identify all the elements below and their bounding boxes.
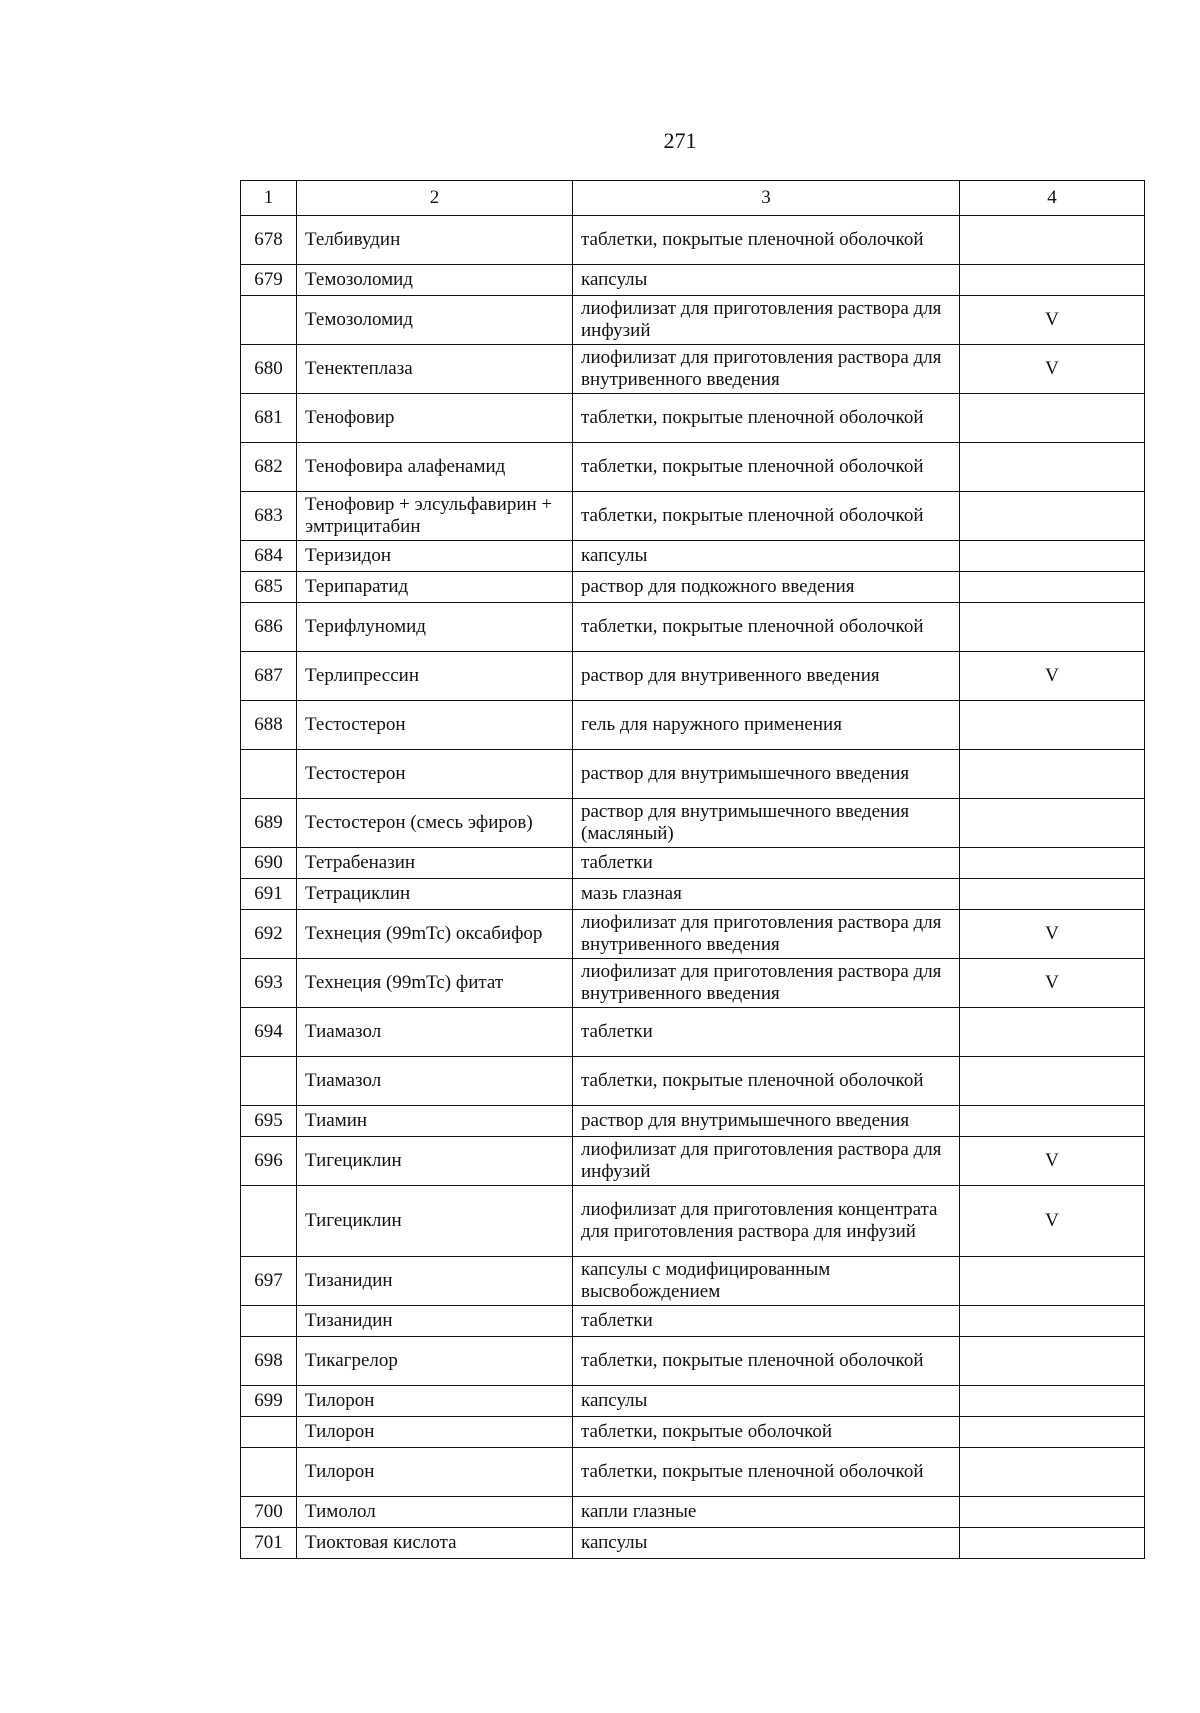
row-number: 684 xyxy=(241,541,297,572)
table-row xyxy=(241,1528,1145,1559)
row-number: 683 xyxy=(241,492,297,541)
table-row xyxy=(241,1257,1145,1306)
row-number: 685 xyxy=(241,572,297,603)
row-number: 696 xyxy=(241,1137,297,1186)
mark-cell xyxy=(960,1106,1145,1137)
table-row xyxy=(241,1448,1145,1497)
dosage-form: капсулы xyxy=(573,265,960,296)
mark-cell xyxy=(960,1497,1145,1528)
drug-name: Тиамазол xyxy=(297,1008,573,1057)
table-header-row xyxy=(241,181,1145,216)
table-row xyxy=(241,1106,1145,1137)
table-row xyxy=(241,1008,1145,1057)
drug-name: Темозоломид xyxy=(297,265,573,296)
table-row xyxy=(241,345,1145,394)
mark-cell xyxy=(960,265,1145,296)
dosage-form: таблетки, покрытые пленочной оболочкой xyxy=(573,443,960,492)
drug-name: Тилорон xyxy=(297,1448,573,1497)
mark-cell: V xyxy=(960,959,1145,1008)
row-number: 693 xyxy=(241,959,297,1008)
table-row xyxy=(241,541,1145,572)
row-number: 700 xyxy=(241,1497,297,1528)
row-number: 687 xyxy=(241,652,297,701)
mark-cell xyxy=(960,443,1145,492)
mark-cell: V xyxy=(960,910,1145,959)
mark-cell xyxy=(960,1528,1145,1559)
mark-cell xyxy=(960,492,1145,541)
mark-cell xyxy=(960,541,1145,572)
dosage-form: таблетки, покрытые пленочной оболочкой xyxy=(573,1337,960,1386)
drug-name: Тенофовира алафенамид xyxy=(297,443,573,492)
table-body xyxy=(241,216,1145,1559)
table-row xyxy=(241,848,1145,879)
drug-name: Терлипрессин xyxy=(297,652,573,701)
table-row xyxy=(241,1386,1145,1417)
drug-name: Тиоктовая кислота xyxy=(297,1528,573,1559)
mark-cell xyxy=(960,799,1145,848)
mark-cell: V xyxy=(960,1186,1145,1257)
row-number: 698 xyxy=(241,1337,297,1386)
table-row xyxy=(241,1306,1145,1337)
drug-name: Темозоломид xyxy=(297,296,573,345)
table-row xyxy=(241,572,1145,603)
dosage-form: таблетки, покрытые пленочной оболочкой xyxy=(573,1057,960,1106)
drug-name: Тестостерон xyxy=(297,701,573,750)
row-number: 686 xyxy=(241,603,297,652)
dosage-form: лиофилизат для приготовления раствора для инфузий xyxy=(573,296,960,345)
table-row xyxy=(241,394,1145,443)
dosage-form: таблетки, покрытые пленочной оболочкой xyxy=(573,603,960,652)
row-number xyxy=(241,1417,297,1448)
dosage-form: таблетки, покрытые оболочкой xyxy=(573,1417,960,1448)
drug-name: Тилорон xyxy=(297,1417,573,1448)
table-row xyxy=(241,1057,1145,1106)
dosage-form: таблетки, покрытые пленочной оболочкой xyxy=(573,216,960,265)
dosage-form: раствор для подкожного введения xyxy=(573,572,960,603)
row-number xyxy=(241,1057,297,1106)
row-number: 679 xyxy=(241,265,297,296)
row-number: 678 xyxy=(241,216,297,265)
table-row xyxy=(241,959,1145,1008)
drug-name: Тенофовир + элсульфавирин + эмтрицитабин xyxy=(297,492,573,541)
dosage-form: раствор для внутримышечного введения xyxy=(573,750,960,799)
row-number: 701 xyxy=(241,1528,297,1559)
dosage-form: таблетки xyxy=(573,848,960,879)
mark-cell xyxy=(960,1448,1145,1497)
dosage-form: раствор для внутримышечного введения xyxy=(573,1106,960,1137)
dosage-form: лиофилизат для приготовления концентрата для приготовления раствора для инфузий xyxy=(573,1186,960,1257)
drug-name: Тизанидин xyxy=(297,1306,573,1337)
dosage-form: капсулы xyxy=(573,1386,960,1417)
drug-name: Тизанидин xyxy=(297,1257,573,1306)
mark-cell xyxy=(960,1008,1145,1057)
dosage-form: капсулы с модифицированным высвобождением xyxy=(573,1257,960,1306)
row-number: 699 xyxy=(241,1386,297,1417)
dosage-form: капсулы xyxy=(573,541,960,572)
drug-name: Тестостерон xyxy=(297,750,573,799)
dosage-form: лиофилизат для приготовления раствора для внутривенного введения xyxy=(573,910,960,959)
drug-name: Тетрациклин xyxy=(297,879,573,910)
mark-cell xyxy=(960,572,1145,603)
dosage-form: лиофилизат для приготовления раствора для внутривенного введения xyxy=(573,345,960,394)
drug-name: Тигециклин xyxy=(297,1137,573,1186)
mark-cell xyxy=(960,1057,1145,1106)
row-number xyxy=(241,296,297,345)
column-header: 2 xyxy=(297,181,573,216)
table-row xyxy=(241,750,1145,799)
mark-cell xyxy=(960,701,1145,750)
dosage-form: таблетки, покрытые пленочной оболочкой xyxy=(573,492,960,541)
row-number: 680 xyxy=(241,345,297,394)
drug-name: Тестостерон (смесь эфиров) xyxy=(297,799,573,848)
table-row xyxy=(241,492,1145,541)
row-number: 694 xyxy=(241,1008,297,1057)
row-number: 697 xyxy=(241,1257,297,1306)
mark-cell xyxy=(960,216,1145,265)
drug-name: Технеция (99mTc) оксабифор xyxy=(297,910,573,959)
row-number: 688 xyxy=(241,701,297,750)
table-row xyxy=(241,799,1145,848)
mark-cell: V xyxy=(960,296,1145,345)
table-row xyxy=(241,910,1145,959)
page-number: 271 xyxy=(663,128,697,153)
mark-cell xyxy=(960,603,1145,652)
mark-cell xyxy=(960,750,1145,799)
mark-cell xyxy=(960,1257,1145,1306)
mark-cell: V xyxy=(960,345,1145,394)
mark-cell xyxy=(960,394,1145,443)
column-header: 4 xyxy=(960,181,1145,216)
row-number xyxy=(241,1306,297,1337)
drug-name: Тигециклин xyxy=(297,1186,573,1257)
row-number xyxy=(241,750,297,799)
mark-cell xyxy=(960,1337,1145,1386)
mark-cell: V xyxy=(960,1137,1145,1186)
drug-name: Тикагрелор xyxy=(297,1337,573,1386)
drug-name: Тилорон xyxy=(297,1386,573,1417)
dosage-form: раствор для внутривенного введения xyxy=(573,652,960,701)
dosage-form: гель для наружного применения xyxy=(573,701,960,750)
drug-name: Тиамин xyxy=(297,1106,573,1137)
drug-name: Технеция (99mTc) фитат xyxy=(297,959,573,1008)
dosage-form: лиофилизат для приготовления раствора для инфузий xyxy=(573,1137,960,1186)
drug-name: Тиамазол xyxy=(297,1057,573,1106)
dosage-form: капсулы xyxy=(573,1528,960,1559)
row-number: 692 xyxy=(241,910,297,959)
drug-name: Тетрабеназин xyxy=(297,848,573,879)
table-row xyxy=(241,1137,1145,1186)
dosage-form: таблетки, покрытые пленочной оболочкой xyxy=(573,1448,960,1497)
mark-cell xyxy=(960,879,1145,910)
column-header: 1 xyxy=(241,181,297,216)
row-number: 681 xyxy=(241,394,297,443)
mark-cell xyxy=(960,1306,1145,1337)
mark-cell xyxy=(960,848,1145,879)
drug-name: Тенофовир xyxy=(297,394,573,443)
row-number: 690 xyxy=(241,848,297,879)
table-row xyxy=(241,443,1145,492)
mark-cell: V xyxy=(960,652,1145,701)
dosage-form: таблетки, покрытые пленочной оболочкой xyxy=(573,394,960,443)
table-row xyxy=(241,701,1145,750)
table-row xyxy=(241,1337,1145,1386)
row-number: 695 xyxy=(241,1106,297,1137)
dosage-form: капли глазные xyxy=(573,1497,960,1528)
drug-name: Терифлуномид xyxy=(297,603,573,652)
dosage-form: таблетки xyxy=(573,1306,960,1337)
column-header: 3 xyxy=(573,181,960,216)
dosage-form: мазь глазная xyxy=(573,879,960,910)
table-row xyxy=(241,603,1145,652)
table-row xyxy=(241,879,1145,910)
drug-name: Тенектеплаза xyxy=(297,345,573,394)
table-row xyxy=(241,1417,1145,1448)
dosage-form: таблетки xyxy=(573,1008,960,1057)
drug-table xyxy=(240,180,1145,1559)
drug-name: Телбивудин xyxy=(297,216,573,265)
table-row xyxy=(241,296,1145,345)
drug-name: Теризидон xyxy=(297,541,573,572)
table-row xyxy=(241,265,1145,296)
drug-name: Терипаратид xyxy=(297,572,573,603)
dosage-form: лиофилизат для приготовления раствора для внутривенного введения xyxy=(573,959,960,1008)
row-number: 689 xyxy=(241,799,297,848)
table-row xyxy=(241,652,1145,701)
mark-cell xyxy=(960,1417,1145,1448)
row-number: 691 xyxy=(241,879,297,910)
row-number xyxy=(241,1186,297,1257)
row-number: 682 xyxy=(241,443,297,492)
dosage-form: раствор для внутримышечного введения (масляный) xyxy=(573,799,960,848)
drug-name: Тимолол xyxy=(297,1497,573,1528)
table-row xyxy=(241,216,1145,265)
row-number xyxy=(241,1448,297,1497)
table-row xyxy=(241,1186,1145,1257)
mark-cell xyxy=(960,1386,1145,1417)
table-row xyxy=(241,1497,1145,1528)
